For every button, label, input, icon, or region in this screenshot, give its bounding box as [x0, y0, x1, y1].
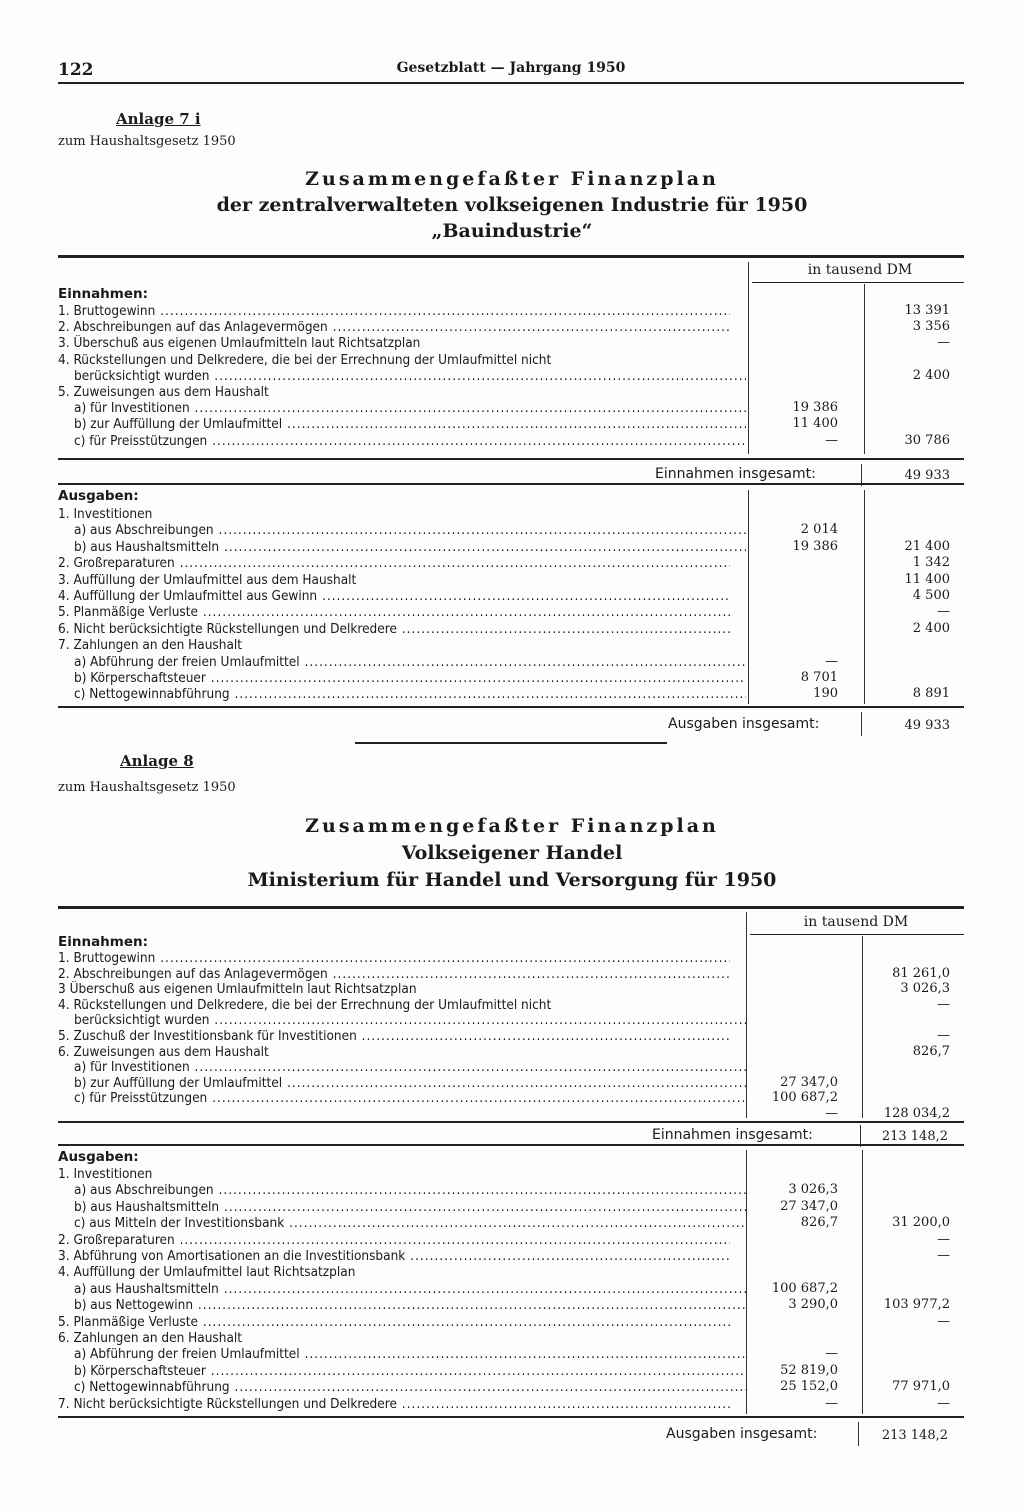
table-row: [58, 1215, 964, 1231]
row-value-total: —: [937, 1028, 950, 1043]
row-label: 6. Nicht berücksichtigte Rückstellungen und Delkredere .....: [58, 621, 730, 637]
row-label: a) aus Abschreibungen .....: [74, 522, 746, 538]
doc2-einnahmen-total-label: Einnahmen insgesamt:: [652, 1127, 813, 1143]
row-value-total: —: [937, 604, 950, 620]
table-row: [58, 1248, 964, 1264]
row-value-total: —: [937, 335, 950, 351]
row-value-total: —: [937, 1395, 950, 1411]
row-label: c) aus Mitteln der Investitionsbank .....: [74, 1215, 746, 1231]
row-label: a) aus Abschreibungen .....: [74, 1182, 746, 1198]
table-row: [58, 1075, 964, 1091]
anlage-7i-label: Anlage 7 i: [116, 110, 201, 128]
table-row: [58, 1059, 964, 1075]
row-label: 5. Zuweisungen aus dem Haushalt: [58, 384, 269, 400]
row-label: b) Körperschaftsteuer .....: [74, 670, 746, 686]
doc1-aus-total-divider: [861, 712, 862, 736]
table-row: [58, 1199, 964, 1215]
table-row: [58, 368, 964, 384]
row-value-total: 103 977,2: [883, 1297, 950, 1313]
table-row: [58, 1166, 964, 1182]
row-label: 3. Auffüllung der Umlaufmittel aus dem Haushalt: [58, 571, 357, 588]
table-row: [58, 686, 964, 702]
row-label: 3. Überschuß aus eigenen Umlaufmitteln laut Richtsatzplan: [58, 335, 421, 352]
row-label: 5. Zuschuß der Investitionsbank für Investitionen .....: [58, 1028, 730, 1044]
table-row: [58, 335, 964, 351]
row-value-total: 77 971,0: [892, 1379, 950, 1395]
table-row: [58, 981, 964, 997]
row-value-subtotal: 3 290,0: [788, 1297, 838, 1313]
row-label: a) für Investitionen .....: [74, 1059, 746, 1075]
row-label: 2. Abschreibungen auf das Anlagevermögen .....: [58, 319, 730, 335]
doc1-title-line1: Zusammengefaßter Finanzplan: [305, 168, 719, 190]
row-label: 2. Großreparaturen .....: [58, 555, 730, 571]
table-row: [58, 637, 964, 653]
anlage-8-subtitle: zum Haushaltsgesetz 1950: [58, 780, 236, 795]
table-row: [58, 1232, 964, 1248]
doc1-ausgaben-total-value: 49 933: [904, 718, 950, 733]
row-value-total: —: [937, 996, 950, 1012]
table-row: [58, 1346, 964, 1362]
row-value-total: 31 200,0: [892, 1215, 950, 1231]
doc2-title-line2: Volkseigener Handel: [401, 842, 623, 864]
row-label: 1. Investitionen: [58, 506, 153, 522]
section-separator: [355, 742, 667, 744]
row-value-subtotal: 826,7: [800, 1215, 838, 1231]
row-value-subtotal: 3 026,3: [788, 1182, 838, 1198]
row-value-subtotal: 52 819,0: [780, 1362, 838, 1378]
table-row: [58, 1090, 964, 1106]
row-label: 5. Planmäßige Verluste .....: [58, 604, 730, 620]
doc2-aus-total-divider: [858, 1422, 859, 1446]
table-row: [58, 1264, 964, 1280]
row-value-subtotal: 2 014: [800, 522, 838, 538]
table-row: [58, 966, 964, 982]
row-value-total: 8 891: [912, 686, 950, 702]
table-row: [58, 1297, 964, 1313]
table-row: [58, 997, 964, 1013]
doc1-title-line3: „Bauindustrie“: [431, 220, 593, 242]
doc2-top-rule: [58, 906, 964, 909]
table-row: [58, 416, 964, 432]
row-label: 2. Großreparaturen .....: [58, 1232, 730, 1248]
doc1-ausgaben-heading: Ausgaben:: [58, 488, 139, 504]
row-value-subtotal: —: [825, 1106, 838, 1121]
row-label: 4. Auffüllung der Umlaufmittel aus Gewinn .....: [58, 588, 730, 604]
table-row: [58, 1314, 964, 1330]
doc1-ausgaben-total-label: Ausgaben insgesamt:: [668, 716, 820, 732]
row-label: b) zur Auffüllung der Umlaufmittel .....: [74, 1075, 746, 1091]
table-row: [58, 572, 964, 588]
row-label: 6. Zahlungen an den Haushalt: [58, 1330, 243, 1346]
row-label: b) aus Haushaltsmitteln .....: [74, 539, 746, 555]
row-value-total: 4 500: [912, 588, 950, 603]
table-row: [58, 1379, 964, 1395]
table-row: [58, 1106, 964, 1122]
table-row: [58, 670, 964, 686]
row-value-total: 21 400: [904, 538, 950, 554]
anlage-7i-subtitle: zum Haushaltsgesetz 1950: [58, 134, 236, 149]
row-value-subtotal: 11 400: [792, 416, 838, 432]
table-row: [58, 1330, 964, 1346]
row-value-subtotal: —: [825, 653, 838, 669]
doc2-ausgaben-total-label: Ausgaben insgesamt:: [666, 1426, 818, 1442]
table-row: [58, 400, 964, 416]
row-label: 7. Nicht berücksichtigte Rückstellungen und Delkredere .....: [58, 1396, 730, 1412]
table-row: [58, 384, 964, 400]
row-value-subtotal: 100 687,2: [771, 1090, 838, 1106]
doc1-einnahmen-total-value: 49 933: [904, 468, 950, 483]
row-value-subtotal: —: [825, 1346, 838, 1362]
row-value-total: 1 342: [912, 555, 950, 571]
row-label: 4. Rückstellungen und Delkredere, die bei der Errechnung der Umlaufmittel nicht: [58, 996, 552, 1013]
table-row: [58, 604, 964, 620]
row-label: 3 Überschuß aus eigenen Umlaufmitteln laut Richtsatzplan: [58, 981, 417, 998]
table-row: [58, 522, 964, 538]
doc1-einnahmen-heading: Einnahmen:: [58, 286, 149, 302]
row-value-total: 2 400: [912, 620, 950, 636]
row-value-total: 2 400: [912, 367, 950, 383]
table-row: [58, 555, 964, 571]
row-value-total: 128 034,2: [883, 1106, 950, 1121]
table-row: [58, 588, 964, 604]
row-value-total: —: [937, 1313, 950, 1329]
table-row: [58, 1363, 964, 1379]
row-label: berücksichtigt wurden .....: [74, 368, 746, 384]
row-value-subtotal: —: [825, 432, 838, 448]
table-row: [58, 1281, 964, 1297]
table-row: [58, 539, 964, 555]
page-number: 122: [58, 60, 94, 80]
row-label: a) Abführung der freien Umlaufmittel .....: [74, 1346, 746, 1362]
row-label: c) für Preisstützungen .....: [74, 1090, 746, 1106]
table-row: [58, 1012, 964, 1028]
row-label: a) für Investitionen .....: [74, 400, 746, 416]
row-label: b) zur Auffüllung der Umlaufmittel .....: [74, 416, 746, 432]
doc2-einnahmen-total-value: 213 148,2: [881, 1129, 948, 1144]
row-value-total: 11 400: [904, 571, 950, 587]
row-label: b) aus Haushaltsmitteln .....: [74, 1199, 746, 1215]
doc1-ein-total-rule: [58, 483, 964, 485]
doc2-aus-rule: [58, 1416, 964, 1418]
doc2-ein-rule: [58, 1121, 964, 1123]
table-row: [58, 1044, 964, 1060]
row-value-total: 13 391: [904, 303, 950, 318]
row-value-subtotal: 19 386: [792, 538, 838, 554]
row-label: 1. Bruttogewinn .....: [58, 950, 730, 966]
row-label: c) für Preisstützungen .....: [74, 433, 746, 449]
doc1-aus-rule: [58, 706, 964, 708]
row-value-subtotal: 100 687,2: [771, 1280, 838, 1296]
table-row: [58, 319, 964, 335]
row-value-subtotal: —: [825, 1395, 838, 1411]
row-label: 6. Zuweisungen aus dem Haushalt: [58, 1043, 269, 1060]
row-value-subtotal: 25 152,0: [780, 1379, 838, 1395]
row-value-subtotal: 8 701: [800, 670, 838, 685]
anlage-8-label: Anlage 8: [120, 752, 194, 770]
row-label: b) Körperschaftsteuer .....: [74, 1363, 746, 1379]
doc2-ausgaben-heading: Ausgaben:: [58, 1149, 139, 1165]
table-row: [58, 621, 964, 637]
doc2-title-line1: Zusammengefaßter Finanzplan: [305, 815, 719, 837]
row-label: a) aus Haushaltsmitteln .....: [74, 1281, 746, 1297]
row-label: 4. Rückstellungen und Delkredere, die bei der Errechnung der Umlaufmittel nicht: [58, 351, 552, 368]
doc2-title-line3: Ministerium für Handel und Versorgung für 1950: [247, 869, 777, 891]
row-value-subtotal: 27 347,0: [780, 1198, 838, 1214]
table-row: [58, 1396, 964, 1412]
doc2-einnahmen-heading: Einnahmen:: [58, 934, 149, 950]
doc1-top-rule: [58, 255, 964, 258]
row-value-total: 81 261,0: [892, 965, 950, 981]
table-row: [58, 352, 964, 368]
doc1-ein-rule: [58, 458, 964, 460]
row-value-total: 826,7: [912, 1043, 950, 1059]
table-row: [58, 654, 964, 670]
row-value-total: —: [937, 1248, 950, 1263]
row-label: 2. Abschreibungen auf das Anlagevermögen .....: [58, 966, 730, 982]
doc1-einnahmen-total-label: Einnahmen insgesamt:: [655, 466, 816, 482]
row-value-total: —: [937, 1231, 950, 1247]
doc2-ausgaben-total-value: 213 148,2: [881, 1428, 948, 1443]
table-row: [58, 433, 964, 449]
table-row: [58, 1028, 964, 1044]
doc1-unit-rule: [752, 282, 964, 283]
doc2-unit-header: in tausend DM: [803, 914, 909, 930]
doc1-title-line2: der zentralverwalteten volkseigenen Industrie für 1950: [216, 194, 808, 216]
row-label: 7. Zahlungen an den Haushalt: [58, 637, 243, 654]
doc2-ein-total-rule: [58, 1144, 964, 1146]
row-value-total: 30 786: [904, 432, 950, 448]
row-value-subtotal: 19 386: [792, 400, 838, 416]
running-header: [58, 58, 964, 84]
table-row: [58, 303, 964, 319]
row-label: berücksichtigt wurden .....: [74, 1012, 746, 1028]
row-value-total: 3 356: [912, 319, 950, 335]
row-label: 5. Planmäßige Verluste .....: [58, 1314, 730, 1330]
table-row: [58, 506, 964, 522]
running-title: Gesetzblatt — Jahrgang 1950: [396, 60, 626, 76]
row-value-total: 3 026,3: [900, 981, 950, 997]
row-label: c) Nettogewinnabführung .....: [74, 1379, 746, 1395]
row-label: b) aus Nettogewinn .....: [74, 1297, 746, 1313]
row-label: 3. Abführung von Amortisationen an die Investitionsbank .....: [58, 1248, 730, 1264]
row-label: 1. Bruttogewinn .....: [58, 303, 730, 319]
row-label: c) Nettogewinnabführung .....: [74, 686, 746, 702]
row-value-subtotal: 190: [813, 686, 838, 702]
doc2-unit-rule: [750, 934, 964, 935]
doc1-unit-header: in tausend DM: [807, 262, 913, 278]
table-row: [58, 950, 964, 966]
row-value-subtotal: 27 347,0: [780, 1074, 838, 1090]
row-label: a) Abführung der freien Umlaufmittel .....: [74, 654, 746, 670]
row-label: 1. Investitionen: [58, 1166, 153, 1182]
table-row: [58, 1182, 964, 1198]
row-label: 4. Auffüllung der Umlaufmittel laut Richtsatzplan: [58, 1264, 356, 1281]
